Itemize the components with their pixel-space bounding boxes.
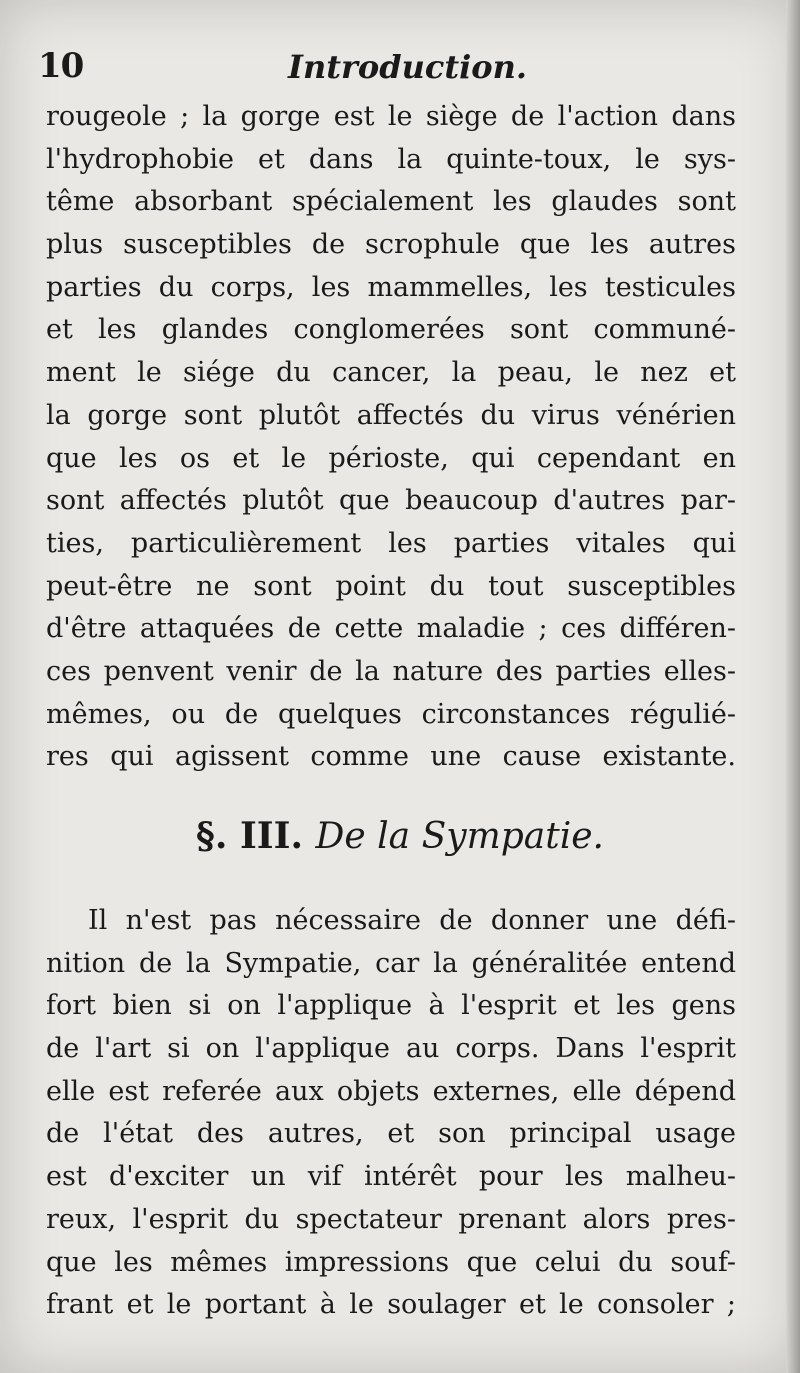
text-line: et les glandes conglomerées sont communé- bbox=[46, 314, 736, 346]
text-line: est d'exciter un vif intérêt pour les malheu- bbox=[46, 1161, 736, 1193]
text-line: mêmes, ou de quelques circonstances régulié- bbox=[46, 698, 736, 730]
section-number: §. III. bbox=[196, 815, 303, 857]
text-line: rougeole ; la gorge est le siège de l'action dans bbox=[46, 101, 736, 132]
text-line: de l'art si on l'applique au corps. Dans l'esprit bbox=[46, 1033, 736, 1065]
text-line: ces penvent venir de la nature des parties elles- bbox=[46, 655, 736, 687]
text-line: elle est referée aux objets externes, elle dépend bbox=[46, 1075, 736, 1107]
text-line: la gorge sont plutôt affectés du virus vénérien bbox=[46, 399, 736, 431]
text-line: sont affectés plutôt que beaucoup d'autres par- bbox=[46, 485, 736, 517]
paragraph-sympatie bbox=[46, 900, 736, 1327]
text-line: tême absorbant spécialement les glaudes sont bbox=[46, 186, 736, 218]
text-line: reux, l'esprit du spectateur prenant alors pres- bbox=[46, 1203, 736, 1235]
text-line: peut-être ne sont point du tout susceptibles bbox=[46, 570, 736, 602]
text-line: nition de la Sympatie, car la généralitée entend bbox=[46, 947, 736, 979]
text-line: l'hydrophobie et dans la quinte-toux, le sys- bbox=[46, 143, 736, 175]
page-edge-shadow bbox=[786, 0, 800, 1373]
running-title: Introduction. bbox=[288, 48, 528, 86]
section-title: De la Sympatie. bbox=[315, 816, 604, 857]
text-line: que les os et le périoste, qui cependant en bbox=[46, 442, 736, 474]
page-number: 10 bbox=[38, 46, 84, 86]
text-line: que les mêmes impressions que celui du souf- bbox=[46, 1246, 736, 1278]
section-heading bbox=[0, 815, 800, 857]
text-line: ment le siége du cancer, la peau, le nez et bbox=[46, 357, 736, 389]
text-line: d'être attaquées de cette maladie ; ces différen- bbox=[46, 613, 736, 645]
paragraph-continued bbox=[46, 96, 736, 779]
text-line: plus susceptibles de scrophule que les autres bbox=[46, 229, 736, 261]
text-line: frant et le portant à le soulager et le consoler ; bbox=[46, 1289, 736, 1321]
text-line: ties, particulièrement les parties vitales qui bbox=[46, 527, 736, 559]
text-line: parties du corps, les mammelles, les testicules bbox=[46, 271, 736, 303]
text-line: Il n'est pas nécessaire de donner une défi- bbox=[88, 905, 736, 936]
text-line: de l'état des autres, et son principal usage bbox=[46, 1118, 736, 1150]
text-line: res qui agissent comme une cause existante. bbox=[46, 741, 736, 773]
page-header bbox=[38, 44, 738, 94]
text-line: fort bien si on l'applique à l'esprit et les gens bbox=[46, 990, 736, 1022]
